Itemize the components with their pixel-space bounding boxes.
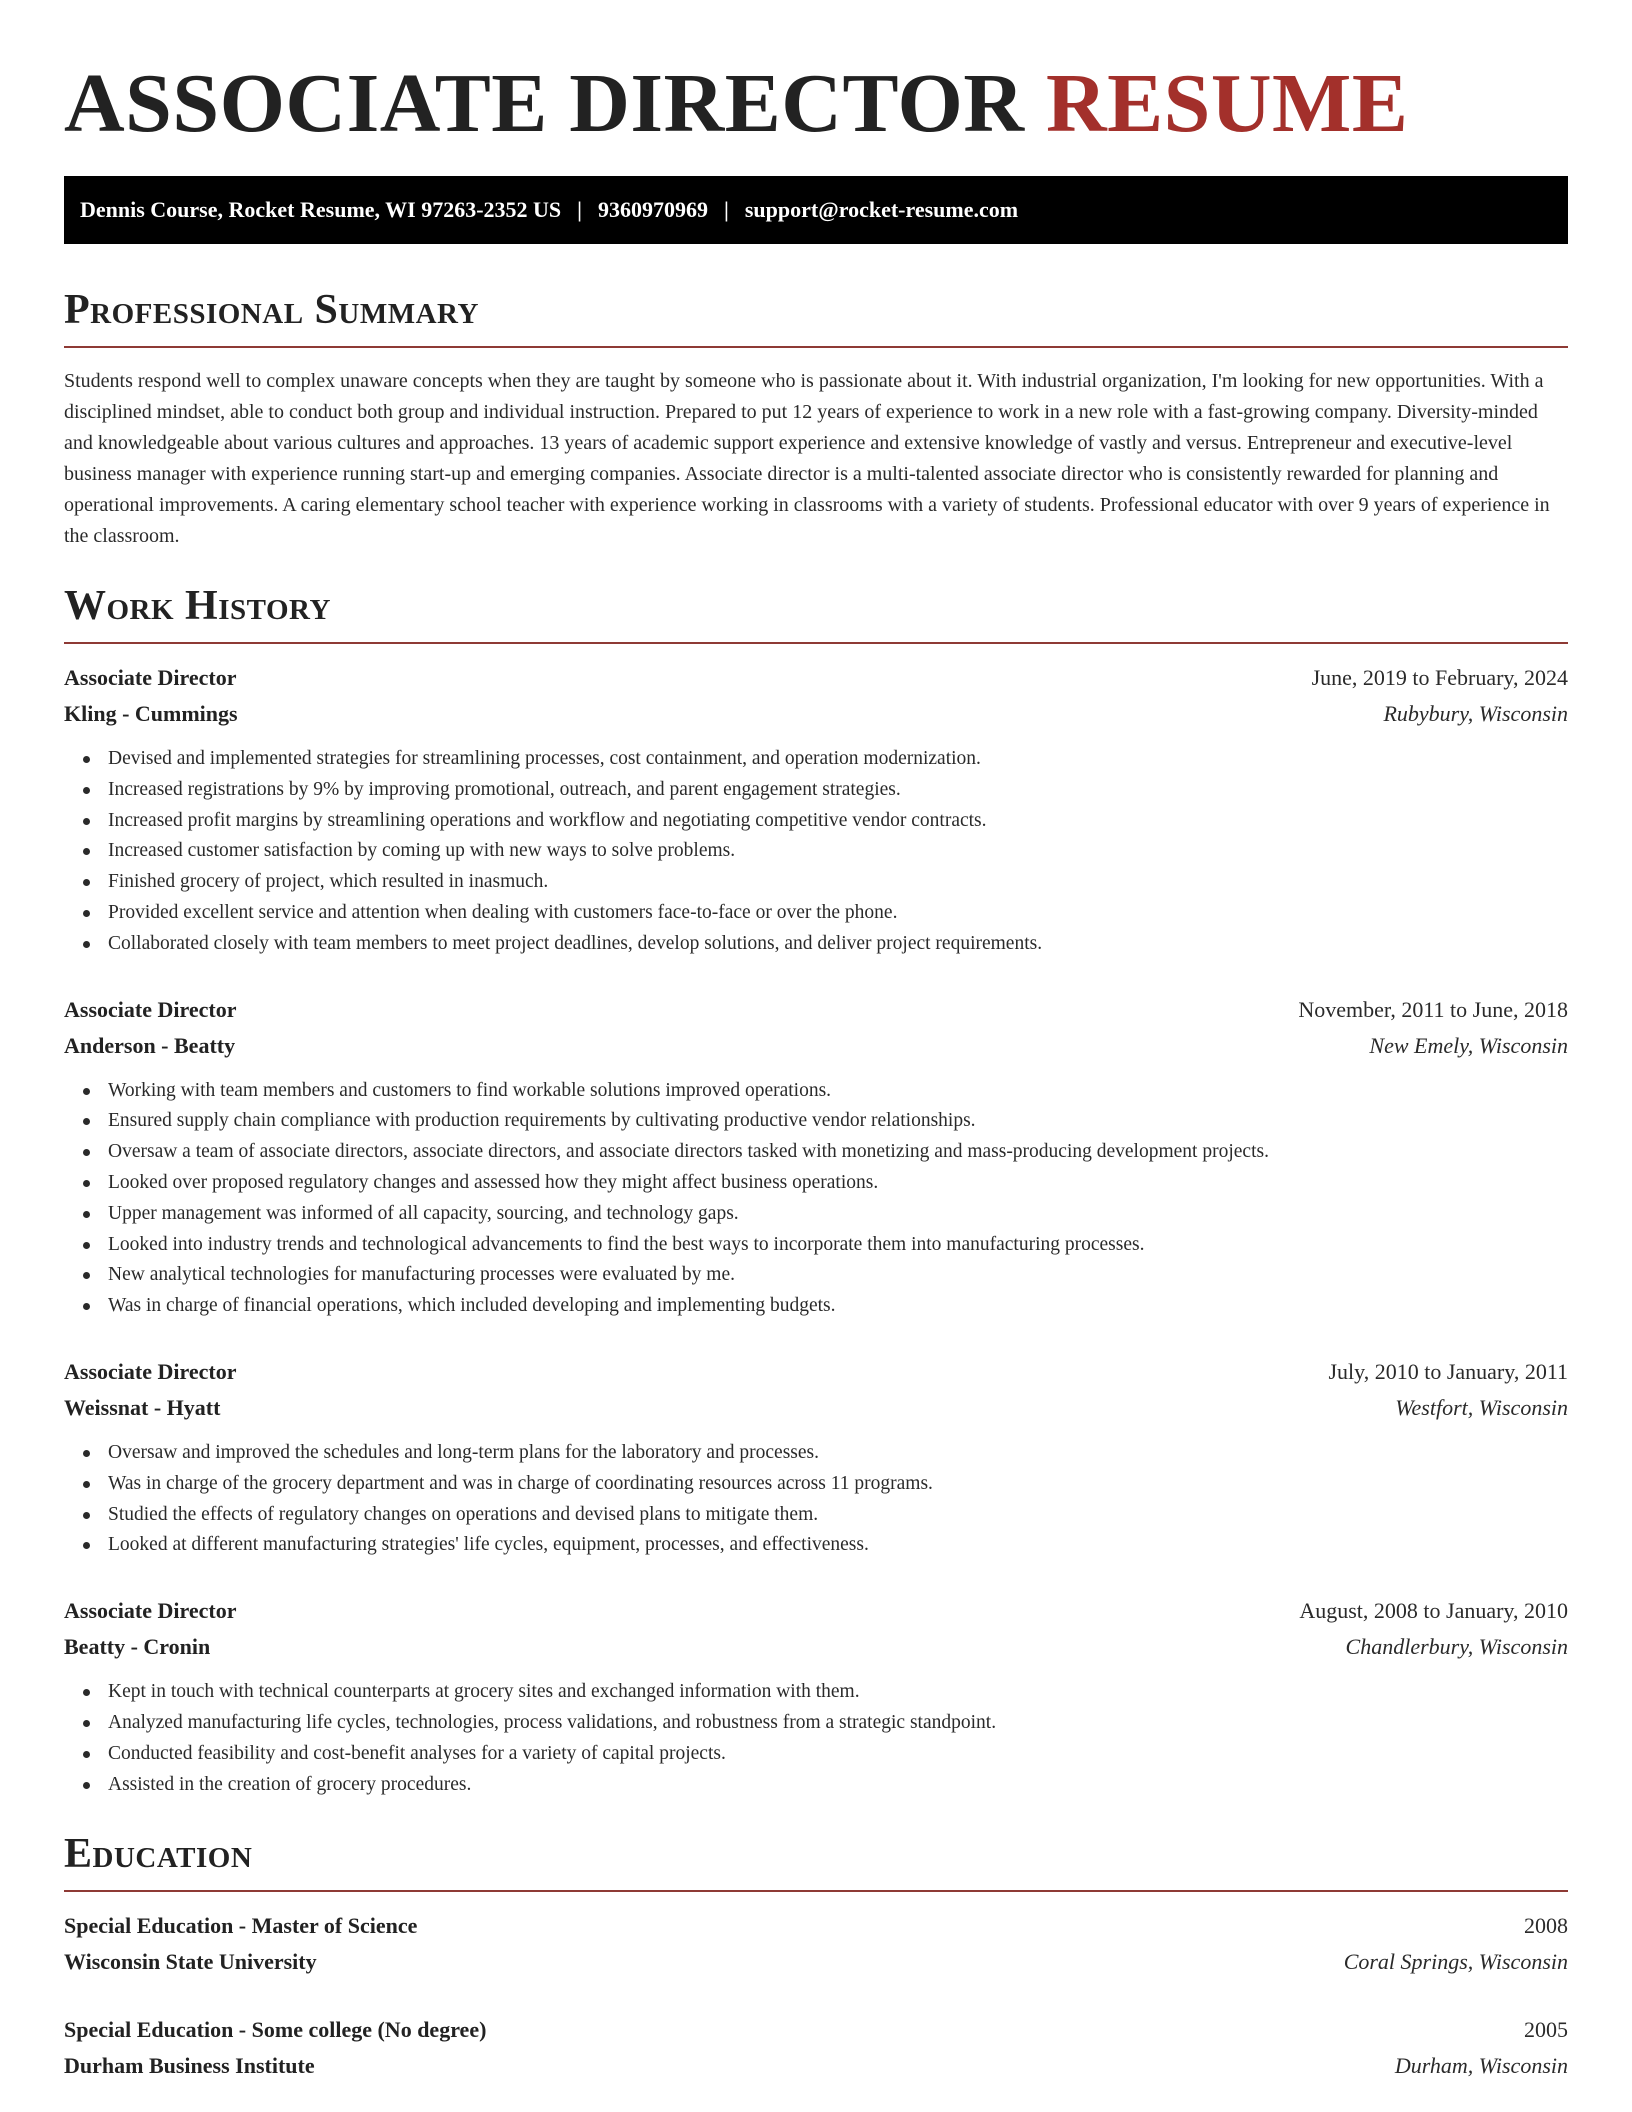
job-location: Westfort, Wisconsin	[1395, 1394, 1568, 1420]
job-bullet: Upper management was informed of all capacity, sourcing, and technology gaps.	[108, 1199, 1568, 1230]
job-company: Kling - Cummings	[64, 701, 238, 726]
education-location: Coral Springs, Wisconsin	[1343, 1949, 1568, 1975]
job-bullet: Oversaw and improved the schedules and long-term plans for the laboratory and processes.	[108, 1438, 1568, 1469]
job-bullet: Provided excellent service and attention when dealing with customers face-to-face or over the phone.	[108, 898, 1568, 929]
education-degree: Special Education - Master of Science	[64, 1913, 418, 1939]
job-bullet: Finished grocery of project, which resulted in inasmuch.	[108, 867, 1568, 898]
job-role: Associate Director	[64, 1358, 237, 1384]
job-entry	[64, 1593, 1568, 1800]
section-divider	[64, 346, 1568, 348]
job-dates: August, 2008 to January, 2010	[1299, 1598, 1568, 1624]
education-year: 2005	[1524, 2017, 1568, 2043]
education-school: Wisconsin State University	[64, 1949, 317, 1975]
education-entry	[64, 1908, 1568, 1980]
job-bullet: Was in charge of the grocery department and was in charge of coordinating resources across 11 programs.	[108, 1469, 1568, 1500]
title-accent: RESUME	[1045, 57, 1409, 150]
education-year: 2008	[1524, 1913, 1568, 1939]
job-bullet: Studied the effects of regulatory changes on operations and devised plans to mitigate them.	[108, 1500, 1568, 1531]
education-school: Durham Business Institute	[64, 2053, 315, 2079]
job-dates: June, 2019 to February, 2024	[1311, 665, 1568, 690]
contact-separator: |	[577, 197, 583, 222]
job-bullets	[64, 744, 1568, 960]
job-company: Anderson - Beatty	[64, 1032, 236, 1058]
job-bullet: New analytical technologies for manufacturing processes were evaluated by me.	[108, 1260, 1568, 1291]
contact-separator: |	[724, 197, 729, 222]
job-role: Associate Director	[64, 665, 237, 690]
summary-text: Students respond well to complex unaware concepts when they are taught by someone who is passionate about it. With industrial organization, I'm looking for new opportunities. With a disciplined mindset, able to conduct both group and individual instruction. Prepared to put 12 years of experience to work in a new role with a fast-growing company. Diversity-minded and knowledgeable about various cultures and approaches. 13 years of academic support experience and extensive knowledge of vastly and versus. Entrepreneur and executive-level business manager with experience running start-up and emerging companies. Associate director is a multi-talented associate director who is consistently rewarded for planning and operational improvements. A caring elementary school teacher with experience working in classrooms with a variety of students. Professional educator with over 9 years of experience in the classroom.	[64, 370, 1550, 547]
job-location: Chandlerbury, Wisconsin	[1345, 1634, 1568, 1660]
job-entry	[64, 992, 1568, 1322]
section-divider	[64, 1890, 1568, 1892]
job-dates: November, 2011 to June, 2018	[1298, 996, 1568, 1022]
job-bullet: Oversaw a team of associate directors, associate directors, and associate directors tasked with monetizing and mass-producing development projects.	[108, 1137, 1568, 1168]
education-entry	[64, 2012, 1568, 2084]
job-bullet: Looked into industry trends and technological advancements to find the best ways to incorporate them into manufacturing processes.	[108, 1230, 1568, 1261]
section-title-work-history: Work History	[64, 583, 331, 629]
job-bullet: Increased customer satisfaction by coming up with new ways to solve problems.	[108, 836, 1568, 867]
contact-bar	[64, 176, 1568, 244]
contact-email[interactable]: support@rocket-resume.com	[744, 197, 1019, 222]
education-degree: Special Education - Some college (No degree)	[64, 2017, 487, 2043]
education-location: Durham, Wisconsin	[1394, 2053, 1568, 2079]
job-bullet: Kept in touch with technical counterparts at grocery sites and exchanged information with them.	[108, 1677, 1568, 1708]
job-bullets	[64, 1677, 1568, 1800]
job-company: Weissnat - Hyatt	[64, 1394, 221, 1420]
job-role: Associate Director	[64, 996, 237, 1022]
job-bullet: Looked at different manufacturing strategies' life cycles, equipment, processes, and effectiveness.	[108, 1530, 1568, 1561]
job-bullet: Increased registrations by 9% by improving promotional, outreach, and parent engagement strategies.	[108, 775, 1568, 806]
work-history-section	[64, 580, 1568, 1800]
summary-section	[64, 284, 1568, 552]
section-title-education: Education	[64, 1831, 253, 1878]
job-bullet: Working with team members and customers to find workable solutions improved operations.	[108, 1076, 1568, 1107]
job-bullets	[64, 1076, 1568, 1322]
job-bullet: Increased profit margins by streamlining operations and workflow and negotiating competitive vendor contracts.	[108, 806, 1568, 837]
job-role: Associate Director	[64, 1598, 237, 1624]
job-bullets	[64, 1438, 1568, 1561]
job-bullet: Assisted in the creation of grocery procedures.	[108, 1770, 1568, 1801]
section-title-summary: Professional Summary	[64, 287, 479, 333]
resume-title	[64, 0, 1568, 176]
job-bullet: Ensured supply chain compliance with production requirements by cultivating productive vendor relationships.	[108, 1106, 1568, 1137]
job-company: Beatty - Cronin	[64, 1634, 211, 1660]
job-location: Rubybury, Wisconsin	[1383, 701, 1568, 726]
job-entry	[64, 660, 1568, 960]
job-entry	[64, 1354, 1568, 1561]
job-bullet: Conducted feasibility and cost-benefit analyses for a variety of capital projects.	[108, 1739, 1568, 1770]
job-location: New Emely, Wisconsin	[1369, 1032, 1568, 1058]
job-bullet: Collaborated closely with team members to meet project deadlines, develop solutions, and deliver project requirements.	[108, 929, 1568, 960]
job-bullet: Analyzed manufacturing life cycles, technologies, process validations, and robustness from a strategic standpoint.	[108, 1708, 1568, 1739]
section-divider	[64, 642, 1568, 644]
job-bullet: Looked over proposed regulatory changes and assessed how they might affect business operations.	[108, 1168, 1568, 1199]
job-bullet: Was in charge of financial operations, which included developing and implementing budgets.	[108, 1291, 1568, 1322]
job-dates: July, 2010 to January, 2011	[1328, 1358, 1568, 1384]
contact-address: Dennis Course, Rocket Resume, WI 97263-2352 US	[80, 197, 562, 222]
job-bullet: Devised and implemented strategies for streamlining processes, cost containment, and operation modernization.	[108, 744, 1568, 775]
title-main: ASSOCIATE DIRECTOR	[64, 57, 1025, 150]
education-section	[64, 1828, 1568, 2084]
contact-phone[interactable]: 9360970969	[598, 197, 709, 222]
